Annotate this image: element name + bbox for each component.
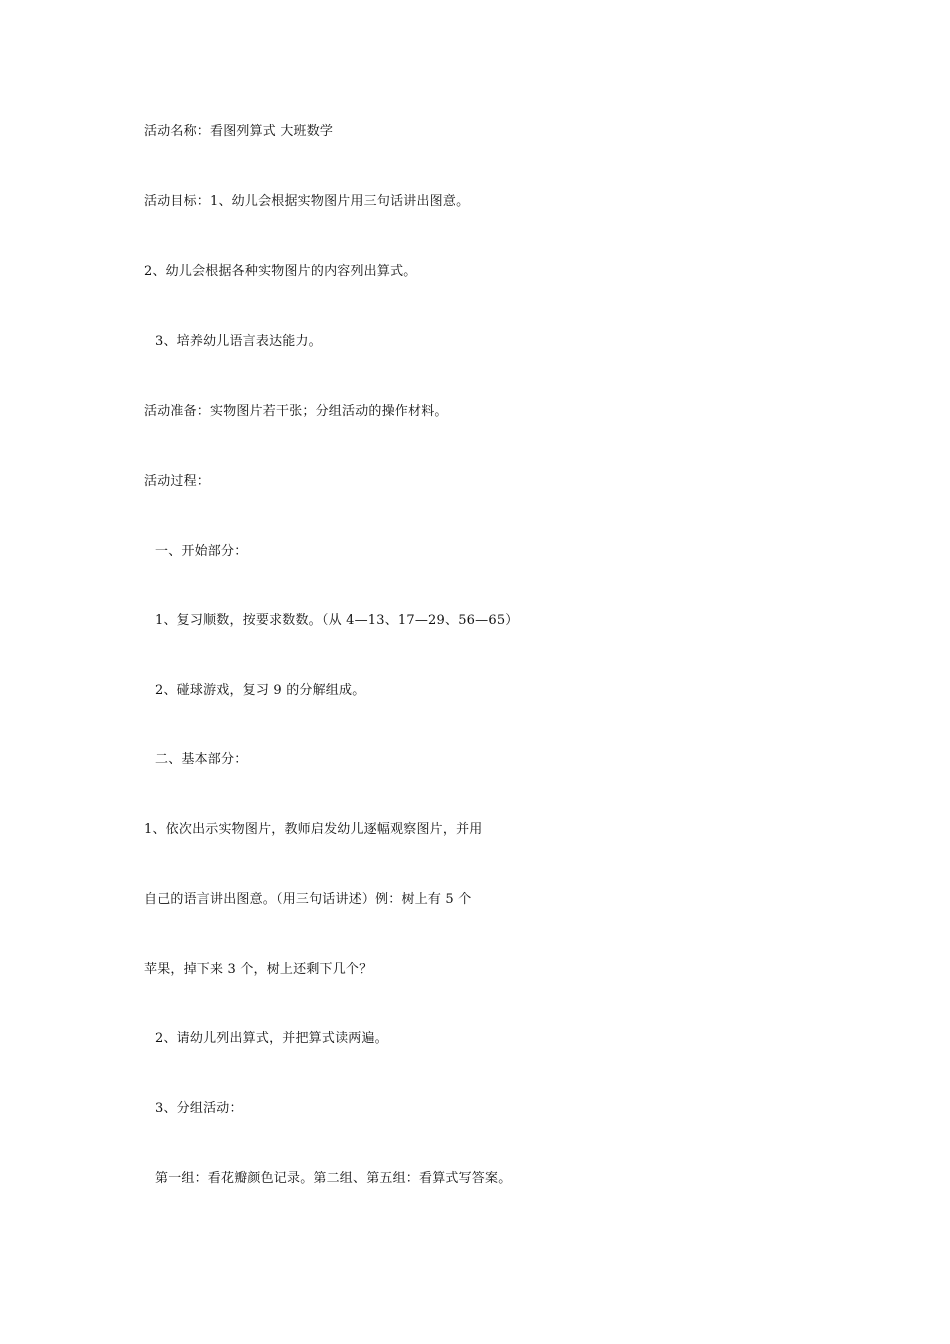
start-item-1: 1、复习顺数，按要求数数。（从 4—13、17—29、56—65） bbox=[155, 613, 519, 628]
goal-item-3: 3、培养幼儿语言表达能力。 bbox=[155, 334, 322, 349]
activity-name-line: 活动名称：看图列算式 大班数学 bbox=[144, 124, 334, 139]
basic-item-2: 2、请幼儿列出算式，并把算式读两遍。 bbox=[155, 1031, 388, 1046]
start-item-2: 2、碰球游戏，复习 9 的分解组成。 bbox=[155, 683, 366, 698]
basic-item-1-line-1: 1、依次出示实物图片，教师启发幼儿逐幅观察图片，并用 bbox=[144, 822, 483, 837]
section-basic-heading: 二、基本部分： bbox=[155, 752, 248, 767]
group-activity-line: 第一组：看花瓣颜色记录。第二组、第五组：看算式写答案。 bbox=[155, 1171, 512, 1186]
basic-item-3: 3、分组活动： bbox=[155, 1101, 243, 1116]
goal-item-2: 2、幼儿会根据各种实物图片的内容列出算式。 bbox=[144, 264, 417, 279]
activity-preparation-line: 活动准备：实物图片若干张；分组活动的操作材料。 bbox=[144, 404, 448, 419]
section-start-heading: 一、开始部分： bbox=[155, 544, 248, 559]
basic-item-1-line-2: 自己的语言讲出图意。（用三句话讲述）例：树上有 5 个 bbox=[144, 892, 472, 907]
basic-item-1-line-3: 苹果，掉下来 3 个，树上还剩下几个？ bbox=[144, 962, 373, 977]
activity-goal-line: 活动目标：1、幼儿会根据实物图片用三句话讲出图意。 bbox=[144, 194, 470, 209]
activity-process-heading: 活动过程： bbox=[144, 474, 211, 489]
